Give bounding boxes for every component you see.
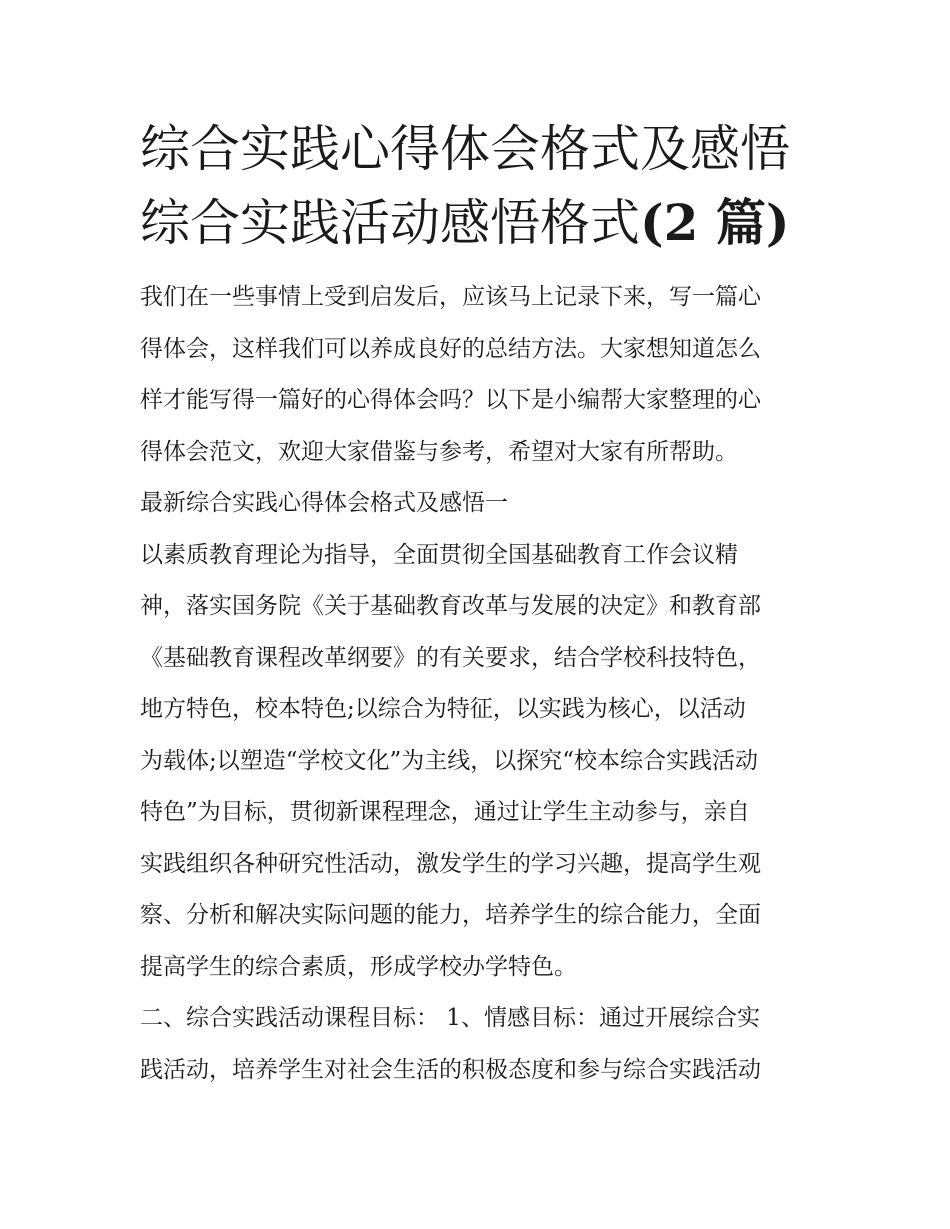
paragraph-line-5: 为载体;以塑造“学校文化”为主线，以探究“校本综合实践活动 xyxy=(140,747,759,774)
paragraph-line-1: 以素质教育理论为指导，全面贯彻全国基础教育工作会议精 xyxy=(140,541,738,568)
document-title xyxy=(140,112,820,260)
document-page xyxy=(140,112,820,1096)
paragraph-line-6: 特色”为目标，贯彻新课程理念，通过让学生主动参与，亲自 xyxy=(140,799,750,825)
intro-line-1: 我们在一些事情上受到启发后，应该马上记录下来，写一篇心 xyxy=(140,284,761,310)
document-body xyxy=(140,272,820,1096)
paragraph-line-8: 察、分析和解决实际问题的能力，培养学生的综合能力，全面 xyxy=(140,902,761,928)
title-count: (2 篇) xyxy=(640,193,790,252)
title-line-1: 综合实践心得体会格式及感悟 xyxy=(140,120,790,178)
paragraph-line-7: 实践组织各种研究性活动，激发学生的学习兴趣，提高学生观 xyxy=(140,850,761,877)
intro-line-4: 得体会范文，欢迎大家借鉴与参考，希望对大家有所帮助。 xyxy=(140,438,738,465)
intro-line-3: 样才能写得一篇好的心得体会吗？以下是小编帮大家整理的心 xyxy=(140,387,761,413)
title-line-2 xyxy=(140,186,820,260)
title-line-2-text: 综合实践活动感悟格式 xyxy=(140,194,640,252)
section-heading: 最新综合实践心得体会格式及感悟一 xyxy=(140,490,508,516)
paragraph-line-3: 《基础教育课程改革纲要》的有关要求，结合学校科技特色， xyxy=(140,644,761,671)
intro-line-2: 得体会，这样我们可以养成良好的总结方法。大家想知道怎么 xyxy=(140,335,761,362)
paragraph-line-2: 神，落实国务院《关于基础教育改革与发展的决定》和教育部 xyxy=(140,593,761,619)
paragraph-line-4: 地方特色，校本特色;以综合为特征，以实践为核心，以活动 xyxy=(140,696,746,722)
goals-line-2: 践活动，培养学生对社会生活的积极态度和参与综合实践活动 xyxy=(140,1056,761,1083)
goals-line-1: 二、综合实践活动课程目标： 1、情感目标：通过开展综合实 xyxy=(140,1005,760,1031)
paragraph-line-9: 提高学生的综合素质，形成学校办学特色。 xyxy=(140,953,577,980)
